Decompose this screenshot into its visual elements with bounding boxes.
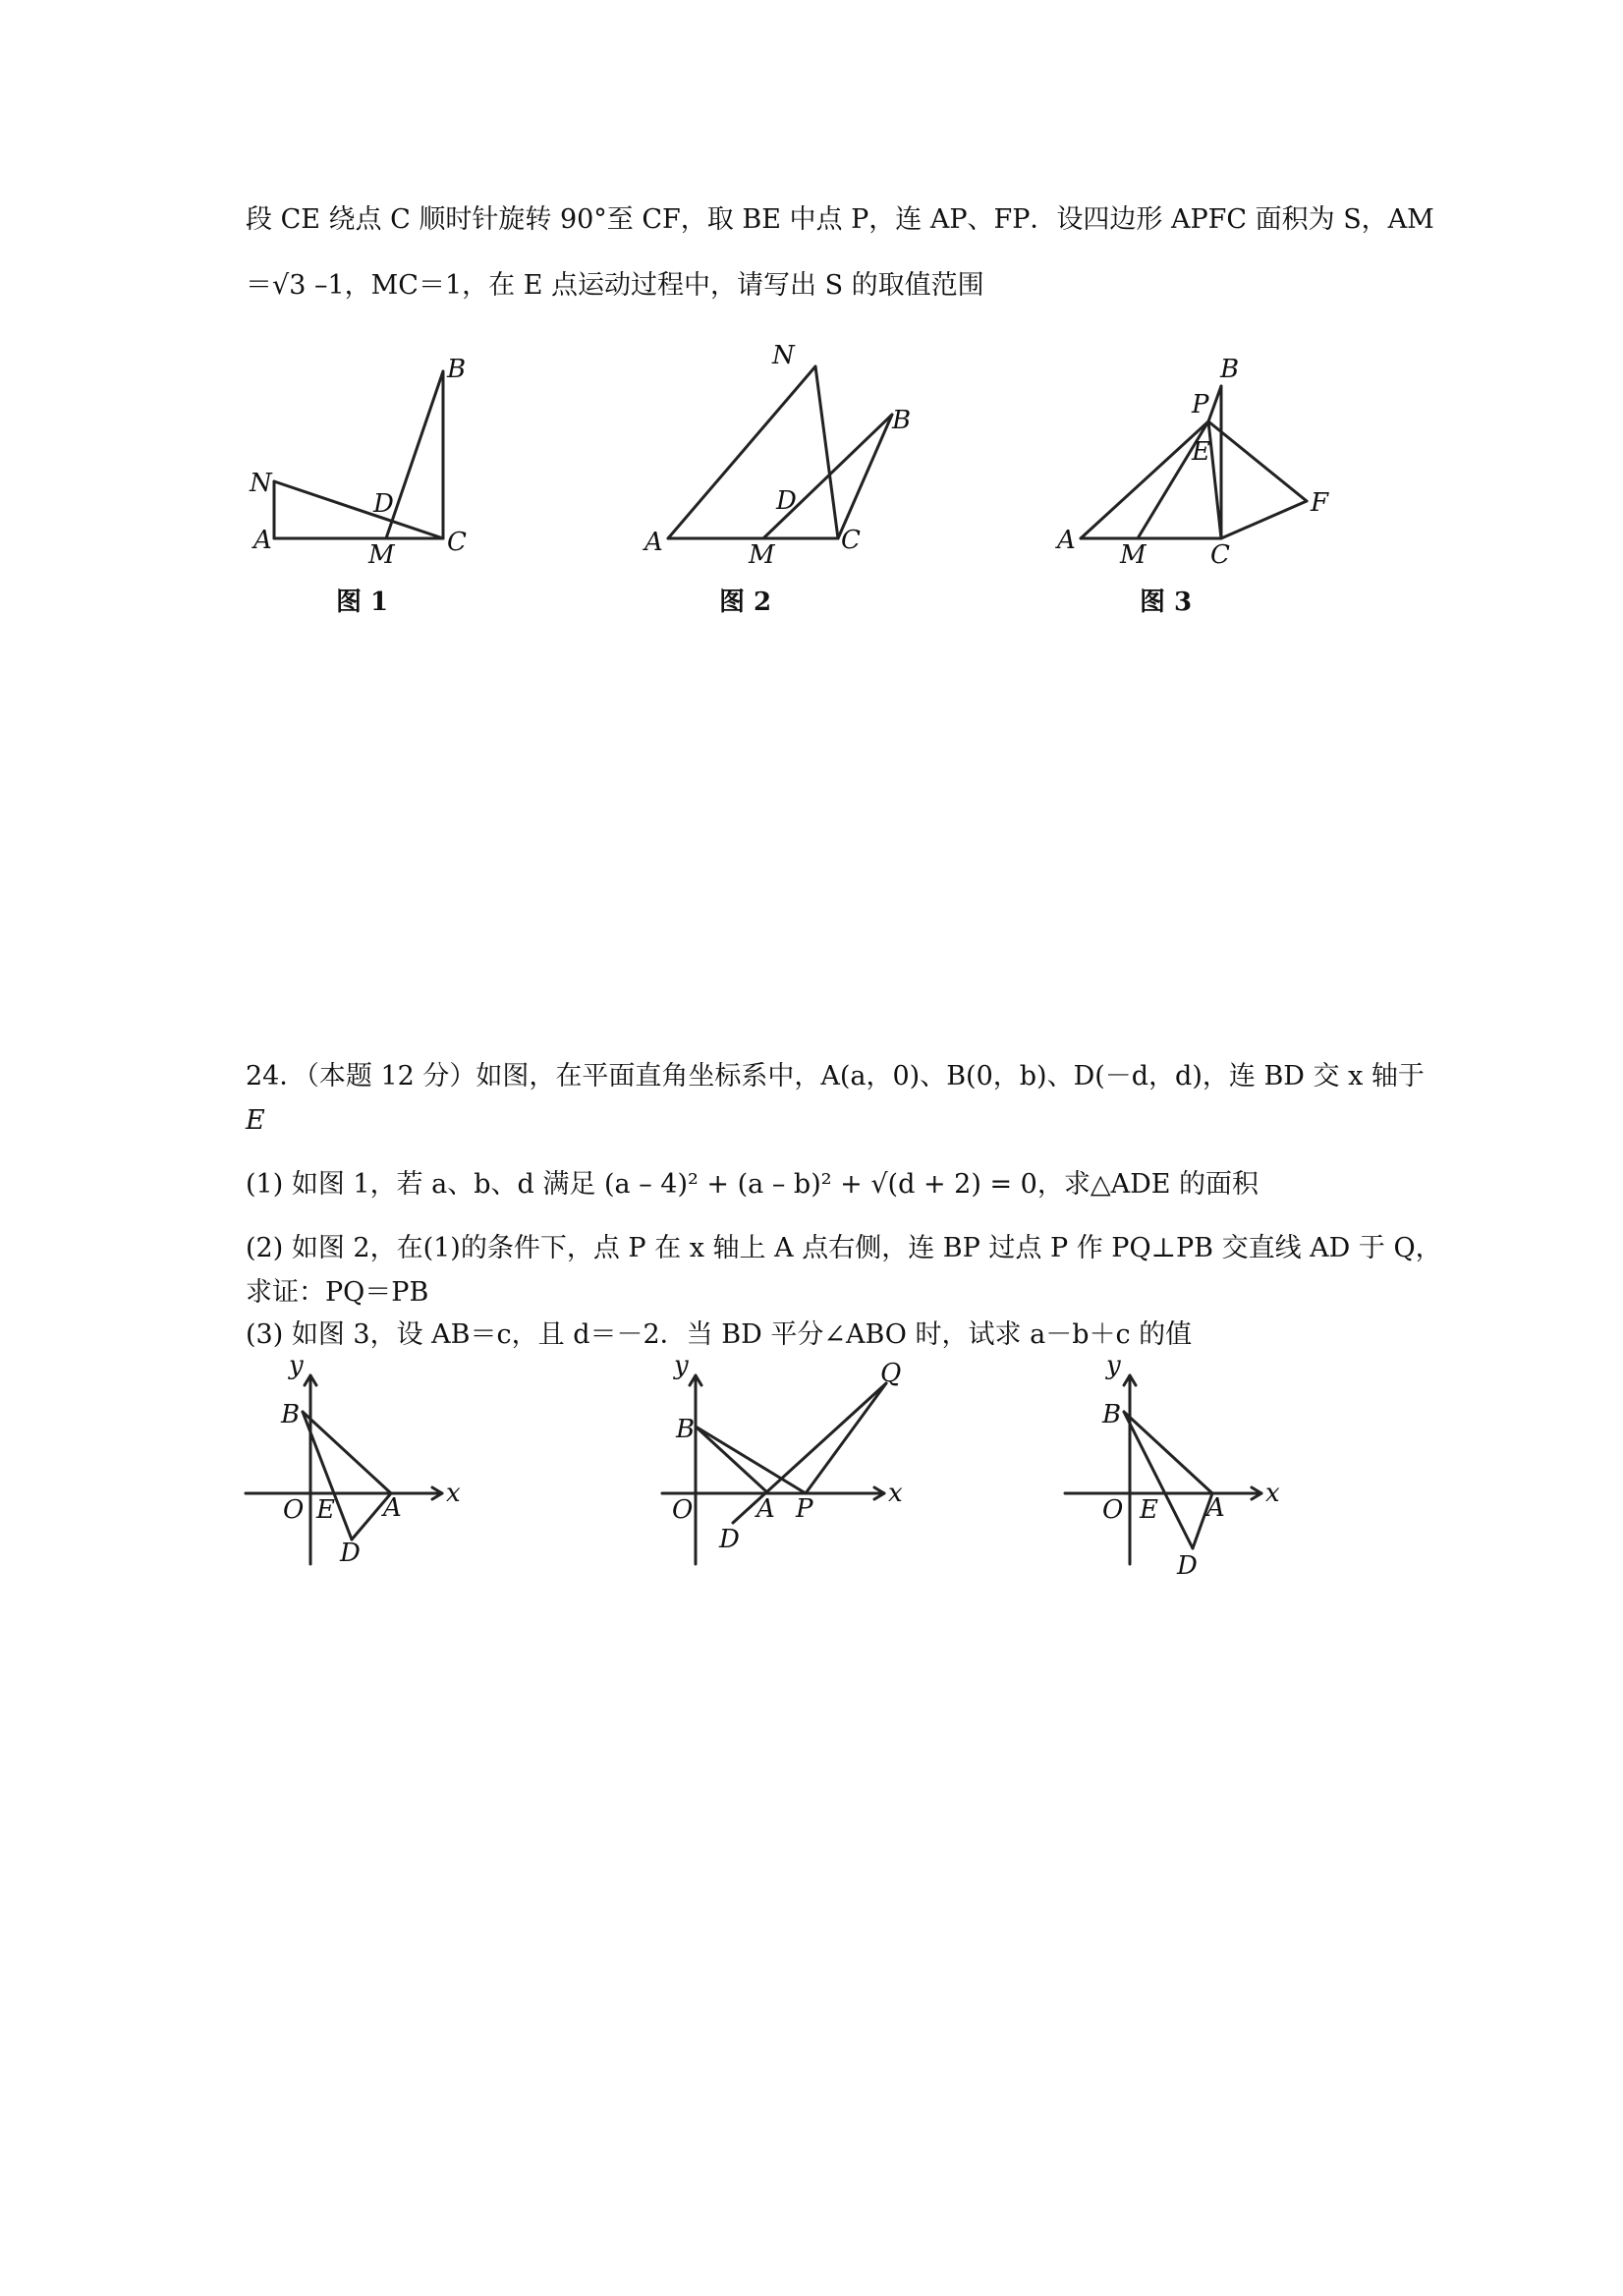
svg-text:D: D: [340, 1539, 361, 1568]
svg-text:A: A: [756, 1494, 775, 1524]
svg-text:D: D: [719, 1525, 740, 1554]
q24-figure-2: [658, 1351, 914, 1582]
svg-text:B: B: [447, 355, 467, 384]
svg-text:O: O: [672, 1495, 694, 1525]
svg-text:E: E: [1192, 437, 1210, 467]
svg-text:A: A: [383, 1493, 402, 1523]
svg-text:A: A: [253, 526, 272, 555]
q23-figure-2: [639, 334, 923, 580]
svg-text:y: y: [289, 1351, 304, 1380]
svg-text:Q: Q: [880, 1359, 902, 1388]
svg-text:F: F: [1311, 488, 1329, 518]
q23-figure-1-caption: 图 1: [336, 588, 389, 617]
svg-text:A: A: [1057, 526, 1076, 555]
svg-text:x: x: [1265, 1479, 1280, 1508]
svg-text:M: M: [368, 540, 395, 570]
svg-text:M: M: [1120, 540, 1147, 570]
svg-text:O: O: [283, 1495, 305, 1525]
svg-text:C: C: [841, 526, 861, 555]
q24-figure-3: [1061, 1351, 1297, 1582]
svg-text:A: A: [1206, 1493, 1225, 1523]
svg-text:C: C: [447, 528, 467, 557]
svg-text:C: C: [1210, 540, 1230, 570]
svg-text:x: x: [888, 1479, 903, 1508]
q23-text-line2: ＝√3 –1，MC＝1，在 E 点运动过程中，请写出 S 的取值范围: [246, 270, 984, 301]
svg-text:D: D: [776, 486, 797, 516]
q23-figure-2-caption: 图 2: [719, 588, 772, 617]
svg-text:P: P: [1192, 390, 1209, 420]
svg-text:B: B: [281, 1400, 301, 1429]
svg-text:O: O: [1102, 1495, 1124, 1525]
svg-text:N: N: [250, 469, 272, 498]
svg-text:N: N: [772, 341, 795, 370]
q24-part3: (3) 如图 3，设 AB＝c，且 d＝－2．当 BD 平分∠ABO 时，试求 a－b＋c 的值: [246, 1319, 1193, 1350]
q24-text-line1: 24．（本题 12 分）如图，在平面直角坐标系中，A(a，0)、B(0，b)、D(－d，d)，连 BD 交 x 轴于: [246, 1061, 1425, 1092]
svg-text:y: y: [674, 1351, 689, 1380]
svg-text:y: y: [1106, 1351, 1121, 1380]
svg-text:B: B: [1102, 1400, 1122, 1429]
svg-text:B: B: [1220, 355, 1240, 384]
svg-text:P: P: [796, 1494, 813, 1524]
svg-text:E: E: [1140, 1495, 1158, 1525]
svg-text:D: D: [1177, 1551, 1198, 1581]
q24-part2-line1: (2) 如图 2，在(1)的条件下，点 P 在 x 轴上 A 点右侧，连 BP 过点 P 作 PQ⊥PB 交直线 AD 于 Q，: [246, 1233, 1442, 1263]
q23-figure-1: [246, 344, 481, 580]
q24-figure-1: [246, 1351, 481, 1582]
q23-figure-3-caption: 图 3: [1140, 588, 1193, 617]
svg-text:E: E: [316, 1495, 335, 1525]
svg-text:B: B: [676, 1415, 696, 1444]
q23-figure-3: [1051, 354, 1346, 580]
svg-text:A: A: [644, 528, 663, 557]
q24-text-line2: E: [246, 1105, 265, 1136]
q24-part2-line2: 求证：PQ＝PB: [246, 1277, 429, 1308]
q24-part1: (1) 如图 1，若 a、b、d 满足 (a – 4)² + (a – b)² + √(d + 2) = 0，求△ADE 的面积: [246, 1169, 1259, 1200]
svg-text:D: D: [373, 489, 394, 519]
q23-text-line1: 段 CE 绕点 C 顺时针旋转 90°至 CF，取 BE 中点 P，连 AP、FP．设四边形 APFC 面积为 S，AM: [246, 204, 1434, 235]
svg-text:x: x: [446, 1479, 461, 1508]
svg-text:B: B: [892, 406, 912, 435]
svg-text:M: M: [749, 540, 775, 570]
